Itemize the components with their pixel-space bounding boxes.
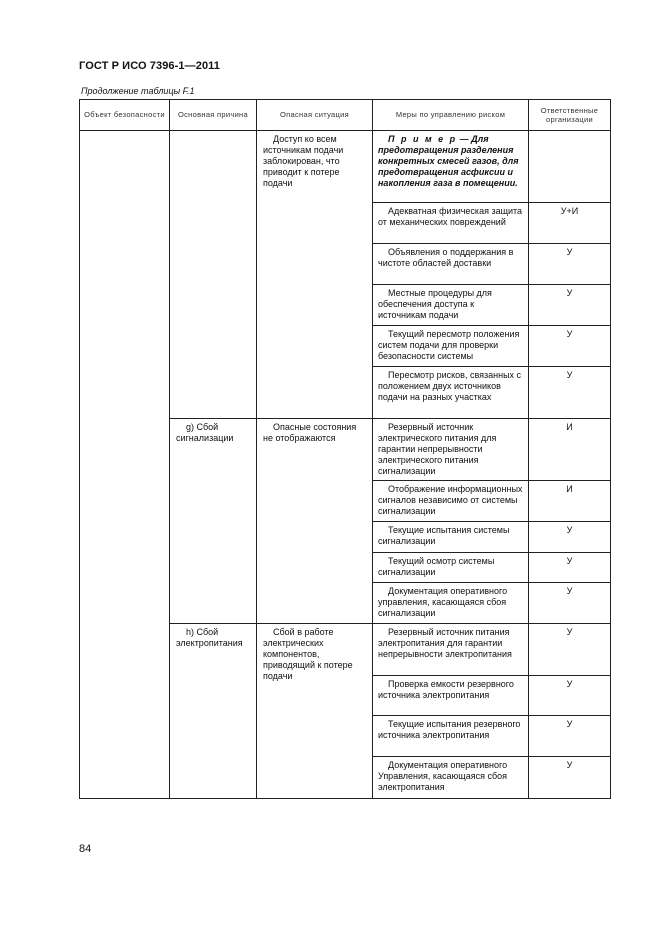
cause-cell [170, 131, 257, 419]
column-header-safety-object: Объект безопасности [80, 100, 170, 131]
example-note [373, 131, 529, 203]
responsible-cell: У [529, 522, 611, 553]
column-header-hazardous-situation: Опасная ситуация [257, 100, 373, 131]
table-row [80, 131, 611, 203]
cause-cell-alarm-failure: g) Сбой сигнализации [170, 419, 257, 624]
example-label: П р и м е р [388, 134, 458, 144]
hazard-cell-alarm: Опасные состояния не отображаются [257, 419, 373, 624]
risk-table [79, 99, 611, 799]
measure-cell: Текущие испытания системы сигнализации [373, 522, 529, 553]
page-number: 84 [79, 843, 92, 855]
responsible-cell: У+И [529, 203, 611, 244]
responsible-cell: У [529, 244, 611, 285]
cause-cell-power-failure: h) Сбой электропитания [170, 624, 257, 799]
document-title: ГОСТ Р ИСО 7396-1—2011 [79, 60, 220, 72]
measure-cell: Резервный источник электрического питания для гарантии непрерывности электрического питания сигнализации [373, 419, 529, 481]
responsible-cell: У [529, 553, 611, 583]
safety-object-cell [80, 131, 170, 799]
responsible-cell: И [529, 481, 611, 522]
hazard-cell: Доступ ко всем источникам подачи заблокирован, что приводит к потере подачи [257, 131, 373, 419]
measure-cell: Проверка емкости резервного источника электропитания [373, 676, 529, 716]
responsible-cell: И [529, 419, 611, 481]
measure-cell: Текущие испытания резервного источника электропитания [373, 716, 529, 757]
measure-cell: Местные процедуры для обеспечения доступа к источникам подачи [373, 285, 529, 326]
measure-cell: Текущий пересмотр положения систем подачи для проверки безопасности системы [373, 326, 529, 367]
responsible-cell: У [529, 583, 611, 624]
measure-cell: Документация оперативного управления, касающаяся сбоя сигнализации [373, 583, 529, 624]
measure-cell: Отображение информационных сигналов независимо от системы сигнализации [373, 481, 529, 522]
responsible-cell: У [529, 757, 611, 799]
measure-cell: Объявления о поддержания в чистоте областей доставки [373, 244, 529, 285]
responsible-cell: У [529, 716, 611, 757]
hazard-cell-power: Сбой в работе электрических компонентов, приводящий к потере подачи [257, 624, 373, 799]
responsible-cell [529, 131, 611, 203]
responsible-cell: У [529, 676, 611, 716]
measure-cell: Пересмотр рисков, связанных с положением двух источников подачи на разных участках [373, 367, 529, 419]
column-header-risk-measures: Меры по управлению риском [373, 100, 529, 131]
responsible-cell: У [529, 624, 611, 676]
measure-cell: Резервный источник питания электропитания для гарантии непрерывности электропитания [373, 624, 529, 676]
responsible-cell: У [529, 326, 611, 367]
table-header-row [80, 100, 611, 131]
responsible-cell: У [529, 367, 611, 419]
responsible-cell: У [529, 285, 611, 326]
column-header-main-cause: Основная причина [170, 100, 257, 131]
measure-cell: Текущий осмотр системы сигнализации [373, 553, 529, 583]
measure-cell: Документация оперативного Управления, касающаяся сбоя электропитания [373, 757, 529, 799]
table-continuation-caption: Продолжение таблицы F.1 [81, 86, 195, 96]
measure-cell: Адекватная физическая защита от механических повреждений [373, 203, 529, 244]
example-text: — Для предотвращения разделения конкретных смесей газов, для предотвращения асфиксии и накопления газа в помещении. [378, 134, 519, 188]
column-header-responsible-orgs: Ответственные организации [529, 100, 611, 131]
